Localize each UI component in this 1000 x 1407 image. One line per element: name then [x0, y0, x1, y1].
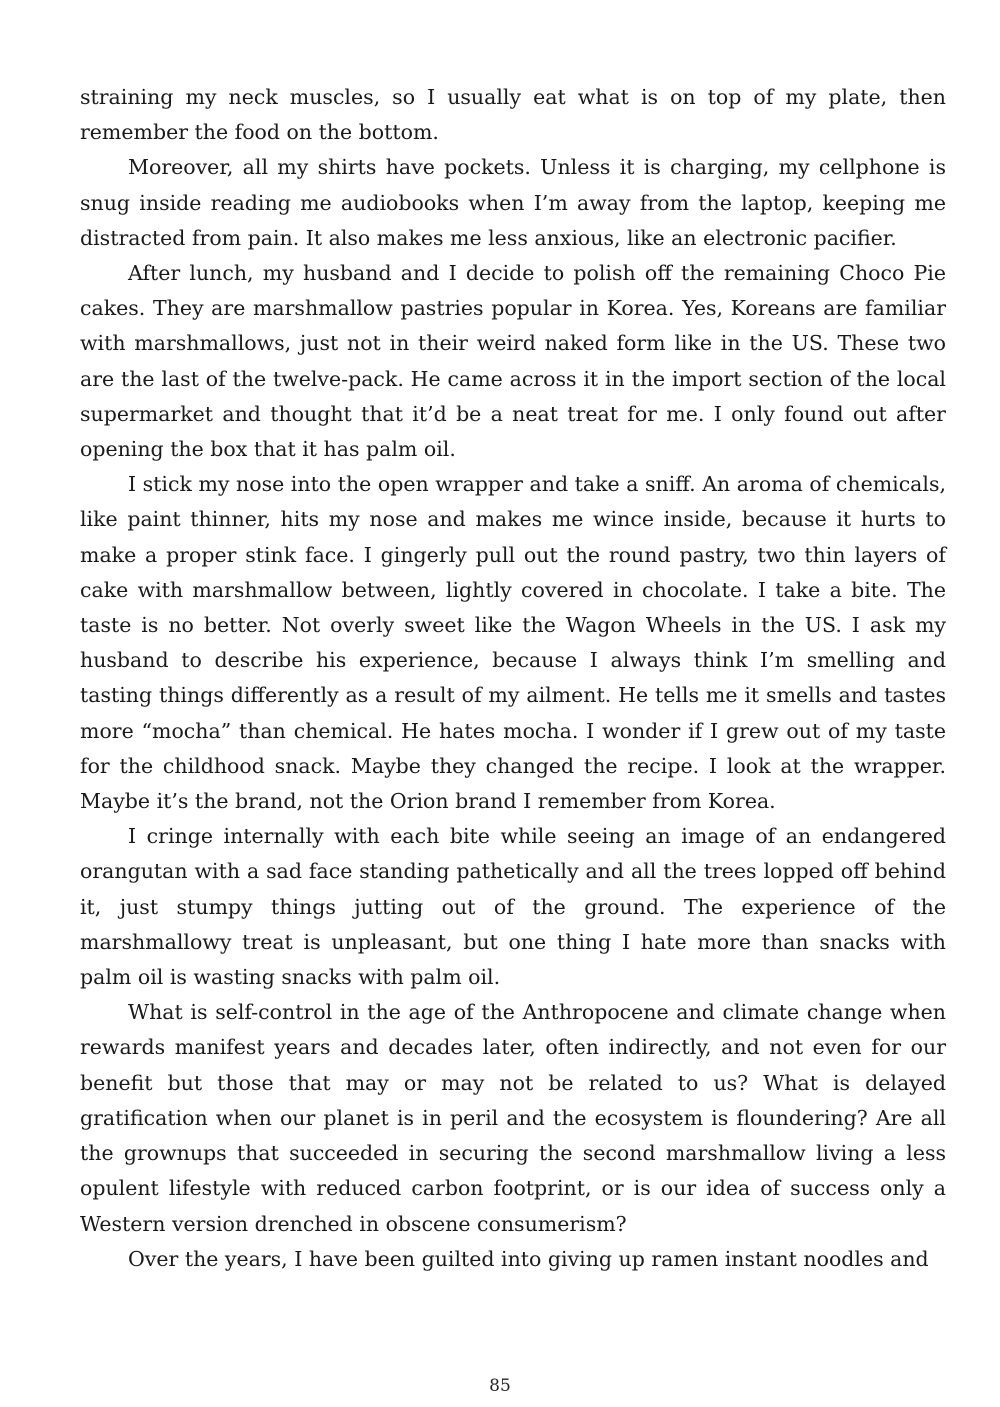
paragraph: What is self-control in the age of the Anthropocene and climate change when rewards manifest years and decades later, often indirectly, and not even for our benefit but those that may or may not be related to us? What is delayed gratification when our planet is in peril and the ecosystem is floundering? Are all the grownups that succeeded in securing the second marshmallow living a less opulent lifestyle with reduced carbon footprint, or is our idea of success only a Western version drenched in obscene consumerism?: [80, 1000, 946, 1236]
paragraph: After lunch, my husband and I decide to polish off the remaining Choco Pie cakes. They are marshmallow pastries popular in Korea. Yes, Koreans are familiar with marshmallows, just not in their weird naked form like in the US. These two are the last of the twelve-pack. He came across it in the import section of the local supermarket and thought that it’d be a neat treat for me. I only found out after opening the box that it has palm oil.: [80, 261, 946, 462]
body-text: [80, 80, 946, 1277]
paragraph: Over the years, I have been guilted into giving up ramen instant noodles and: [128, 1246, 929, 1271]
page-number: 85: [489, 1376, 511, 1396]
paragraph-continued: straining my neck muscles, so I usually eat what is on top of my plate, then remember the food on the bottom.: [80, 85, 946, 145]
paragraph: I stick my nose into the open wrapper and take a sniff. An aroma of chemicals, like paint thinner, hits my nose and makes me wince inside, because it hurts to make a proper stink face. I gingerly pull out the round pastry, two thin layers of cake with marshmallow between, lightly covered in chocolate. I take a bite. The taste is no better. Not overly sweet like the Wagon Wheels in the US. I ask my husband to describe his experience, because I always think I’m smelling and tasting things differently as a result of my ailment. He tells me it smells and tastes more “mocha” than chemical. He hates mocha. I wonder if I grew out of my taste for the childhood snack. Maybe they changed the recipe. I look at the wrapper. Maybe it’s the brand, not the Orion brand I remember from Korea.: [80, 472, 946, 814]
paragraph: I cringe internally with each bite while seeing an image of an endangered orangutan with a sad face standing pathetically and all the trees lopped off behind it, just stumpy things jutting out of the ground. The experience of the marshmallowy treat is unpleasant, but one thing I hate more than snacks with palm oil is wasting snacks with palm oil.: [80, 824, 946, 990]
paragraph: Moreover, all my shirts have pockets. Unless it is charging, my cellphone is snug inside reading me audiobooks when I’m away from the laptop, keeping me distracted from pain. It also makes me less anxious, like an electronic pacifier.: [80, 155, 946, 250]
